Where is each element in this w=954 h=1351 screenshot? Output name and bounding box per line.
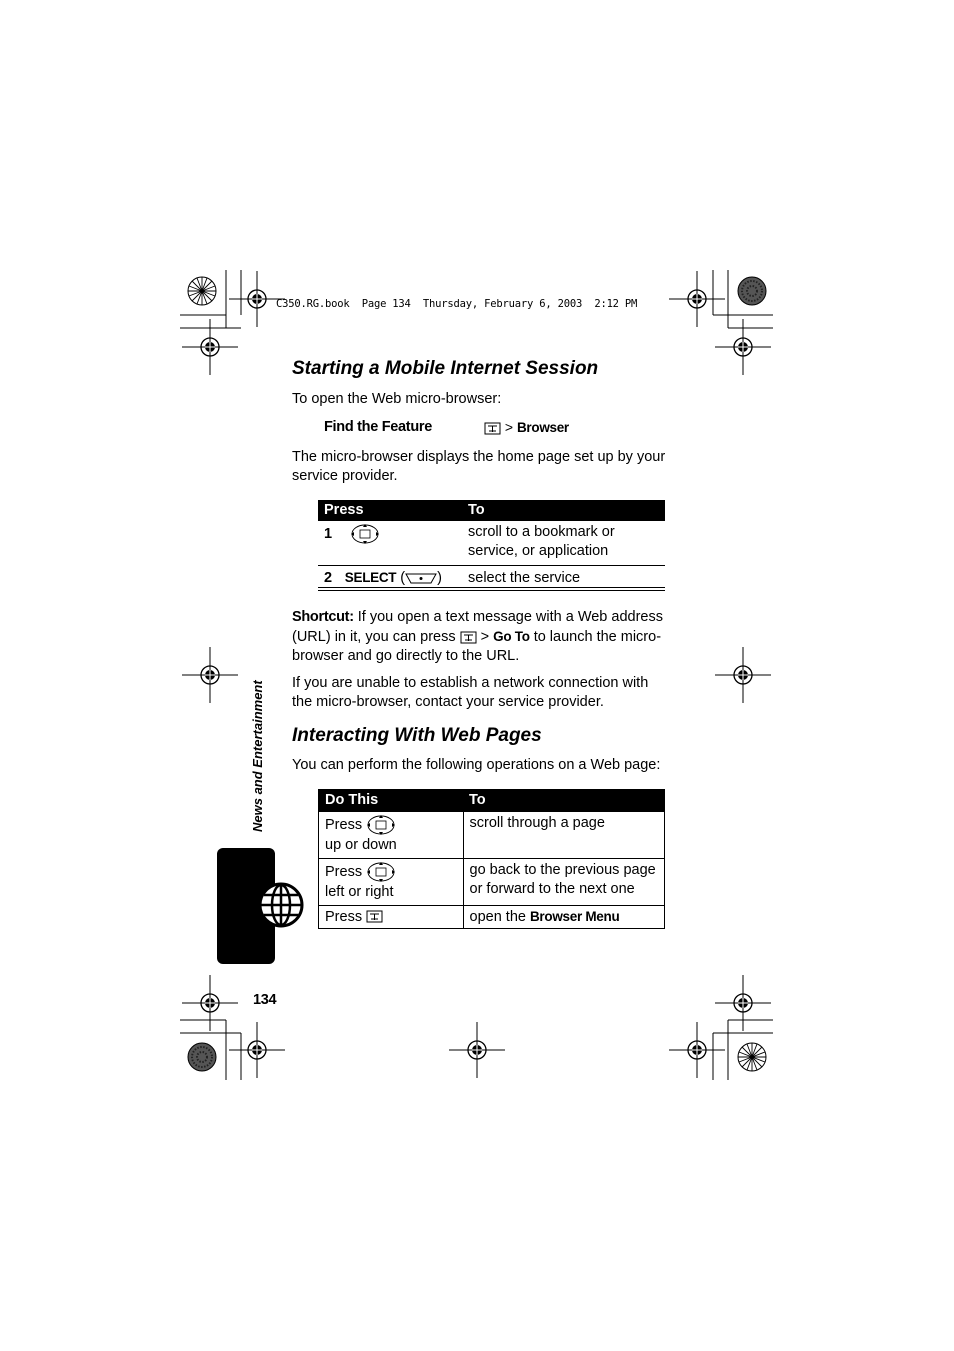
header-press: Press [318,500,462,521]
header-to: To [463,790,665,812]
header-do-this: Do This [319,790,464,812]
table-row [319,859,665,906]
nav-key-icon [350,523,380,545]
press-cell [318,521,462,566]
to-cell: select the service [468,569,581,586]
page-number: 134 [253,992,277,1008]
find-feature-path [484,419,569,435]
table-header-row [318,500,665,521]
press-cell: 2 SELECT ( ) [324,570,442,586]
description-text: The micro-browser displays the home page set up by your service provider. [292,449,666,484]
nav-key-icon [366,814,396,836]
to-cell [463,906,665,929]
to-cell: scroll to a bookmark or service, or application [468,524,615,559]
browser-menu-label: Browser Menu [529,909,620,924]
to-cell: go back to the previous page or forward to the next one [463,859,665,906]
direction-text: left or right [325,884,394,900]
operations-table [318,789,665,929]
shortcut-label: Shortcut: [292,609,354,625]
go-to-item: Go To [493,629,530,644]
unable-connect-text: If you are unable to establish a network connection with the micro-browser, contact your service provider. [292,675,649,710]
press-text: Press [325,816,363,833]
step-number: 1 [324,525,332,542]
intro-text: To open the Web micro-browser: [292,391,502,407]
select-key-label: SELECT [344,570,397,585]
to-cell: scroll through a page [463,812,665,859]
path-separator: > [504,419,514,435]
globe-icon [256,882,306,928]
section-title-mobile-internet: Starting a Mobile Internet Session [292,358,599,379]
to-prefix: open the [469,909,526,925]
menu-key-icon [460,631,477,644]
table-row [319,906,665,929]
shortcut-separator: > [480,629,490,645]
direction-text: up or down [325,837,397,853]
section-title-web-pages: Interacting With Web Pages [292,725,542,746]
find-the-feature [324,419,432,435]
shortcut-paragraph [292,608,667,666]
step-number: 2 [324,570,332,586]
shortcut-text-2: to launch the micro-browser and go directly to the URL. [292,629,662,664]
table-row [319,812,665,859]
table-bottom-rule [318,587,665,588]
menu-key-icon [366,910,383,923]
browser-menu-item: Browser [516,420,569,435]
operations-intro: You can perform the following operations on a Web page: [292,757,661,773]
do-this-cell [319,906,464,929]
find-feature-label: Find the Feature [324,419,432,435]
print-header: C350.RG.book Page 134 Thursday, February 6, 2003 2:12 PM [276,298,638,310]
press-table [318,500,665,591]
header-to: To [462,500,665,521]
menu-key-icon [484,422,501,435]
table-header-row [319,790,665,812]
shortcut-text-1: If you open a text message with a Web address (URL) in it, you can press [292,609,663,645]
table-row [318,521,665,566]
do-this-cell [319,859,464,906]
do-this-cell [319,812,464,859]
press-text: Press [325,863,363,880]
right-soft-key-icon [405,572,437,585]
nav-key-icon [366,861,396,883]
side-tab-label: News and Entertainment [250,680,265,832]
press-text: Press [325,908,363,925]
